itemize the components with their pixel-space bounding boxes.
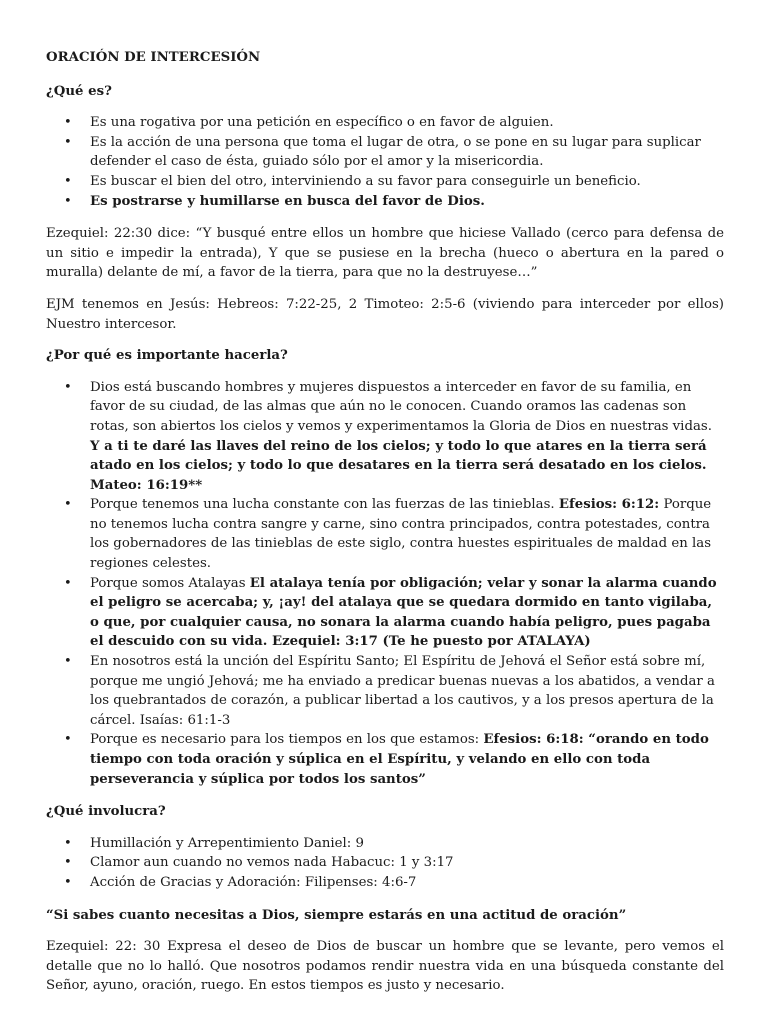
list-item (46, 495, 724, 573)
list-item (46, 574, 724, 652)
document-title: ORACIÓN DE INTERCESIÓN (46, 50, 261, 65)
list-item-text: Humillación y Arrepentimiento Daniel: 9 (90, 835, 364, 851)
list-item (46, 730, 724, 789)
bullet-icon: • (64, 575, 72, 591)
bullet-icon: • (64, 193, 72, 209)
section-heading-que-es: ¿Qué es? (46, 83, 112, 99)
section-heading-por-que: ¿Por qué es importante hacerla? (46, 348, 288, 364)
que-involucra-list (46, 834, 724, 893)
bullet-icon: • (64, 497, 72, 513)
list-item-text: Es postrarse y humillarse en busca del favor de Dios. (90, 193, 485, 209)
list-item (46, 192, 724, 212)
list-item-text: Es una rogativa por una petición en específico o en favor de alguien. (90, 115, 554, 131)
list-item-bold-text: Efesios: 6:12: (558, 497, 660, 513)
bullet-icon: • (64, 115, 72, 131)
list-item (46, 834, 724, 854)
bullet-icon: • (64, 134, 72, 150)
paragraph-ezequiel: Ezequiel: 22:30 dice: “Y busqué entre ellos un hombre que hiciese Vallado (cerco para defensa de un sitio e impedir la entrada), Y que se pusiese en la brecha (hueco o abertura en la pared o muralla) delante de mí, a favor de la tierra, para que no la destruyese…” (46, 226, 724, 281)
section-heading-que-involucra: ¿Qué involucra? (46, 804, 166, 820)
closing-paragraph: Ezequiel: 22: 30 Expresa el deseo de Dios de buscar un hombre que se levante, pero vemos el detalle que no lo halló. Que nosotros podamos rendir nuestra vida en una búsqueda constante del Señor, ayuno, oración, ruego. En estos tiempos es justo y necesario. (46, 939, 724, 994)
list-item (46, 378, 724, 496)
list-item (46, 652, 724, 730)
list-item (46, 873, 724, 893)
list-item-text: Porque no tenemos lucha contra sangre y carne, sino contra principados, contra potestades, contra los gobernadores de las tinieblas de este siglo, contra huestes espirituales de maldad en las regiones celestes. (90, 497, 712, 572)
list-item-text: Acción de Gracias y Adoración: Filipenses: 4:6-7 (90, 874, 417, 890)
bullet-icon: • (64, 654, 72, 670)
list-item-bold-text: Y a ti te daré las llaves del reino de los cielos; y todo lo que atares en la tierra será atado en los cielos; y todo lo que desatares en la tierra será desatado en los cielos. Mateo: 16:19** (90, 438, 707, 493)
que-es-list (46, 113, 724, 211)
pull-quote: “Si sabes cuanto necesitas a Dios, siempre estarás en una actitud de oración” (46, 907, 627, 923)
list-item (46, 853, 724, 873)
list-item-text: En nosotros está la unción del Espíritu Santo; El Espíritu de Jehová el Señor está sobre mí, porque me ungió Jehová; me ha enviado a predicar buenas nuevas a los abatidos, a vendar a los quebrantados de corazón, a publicar libertad a los cautivos, y a los presos apertura de la cárcel. Isaías: 61:1-3 (90, 654, 715, 728)
list-item-text: Porque es necesario para los tiempos en los que estamos: (90, 732, 484, 748)
bullet-icon: • (64, 855, 72, 871)
list-item-text: Es buscar el bien del otro, interviniendo a su favor para conseguirle un beneficio. (90, 173, 641, 189)
bullet-icon: • (64, 835, 72, 851)
paragraph-ejm: EJM tenemos en Jesús: Hebreos: 7:22-25, 2 Timoteo: 2:5-6 (viviendo para interceder por ellos) Nuestro intercesor. (46, 296, 724, 332)
list-item (46, 133, 724, 172)
bullet-icon: • (64, 173, 72, 189)
list-item-text: Dios está buscando hombres y mujeres dispuestos a interceder en favor de su familia, en favor de su ciudad, de las almas que aún no le conocen. Cuando oramos las cadenas son rotas, son abiertos los cielos y vemos y experimentamos la Gloria de Dios en nuestras vidas. (90, 379, 712, 434)
bullet-icon: • (64, 732, 72, 748)
bullet-icon: • (64, 379, 72, 395)
por-que-list (46, 378, 724, 789)
list-item-bold-text: Efesios: 6:18: “orando en todo tiempo con toda oración y súplica en el Espíritu, y velando en ello con toda perseverancia y súplica por todos los santos” (90, 732, 709, 787)
list-item (46, 113, 724, 133)
list-item-text: Porque somos Atalayas (90, 575, 250, 591)
list-item-text: Es la acción de una persona que toma el lugar de otra, o se pone en su lugar para suplicar defender el caso de ésta, guiado sólo por el amor y la misericordia. (90, 134, 701, 170)
bullet-icon: • (64, 874, 72, 890)
list-item-bold-text: El atalaya tenía por obligación; velar y sonar la alarma cuando el peligro se acercaba; y, ¡ay! del atalaya que se quedara dormido en tanto vigilaba, o que, por cualquier causa, no sonara la alarma cuando había peligro, pues pagaba el descuido con su vida. Ezequiel: 3:17 (Te he puesto por ATALAYA) (90, 575, 717, 650)
list-item-text: Porque tenemos una lucha constante con las fuerzas de las tinieblas. (90, 497, 559, 513)
list-item (46, 172, 724, 192)
list-item-text: Clamor aun cuando no vemos nada Habacuc: 1 y 3:17 (90, 855, 454, 871)
